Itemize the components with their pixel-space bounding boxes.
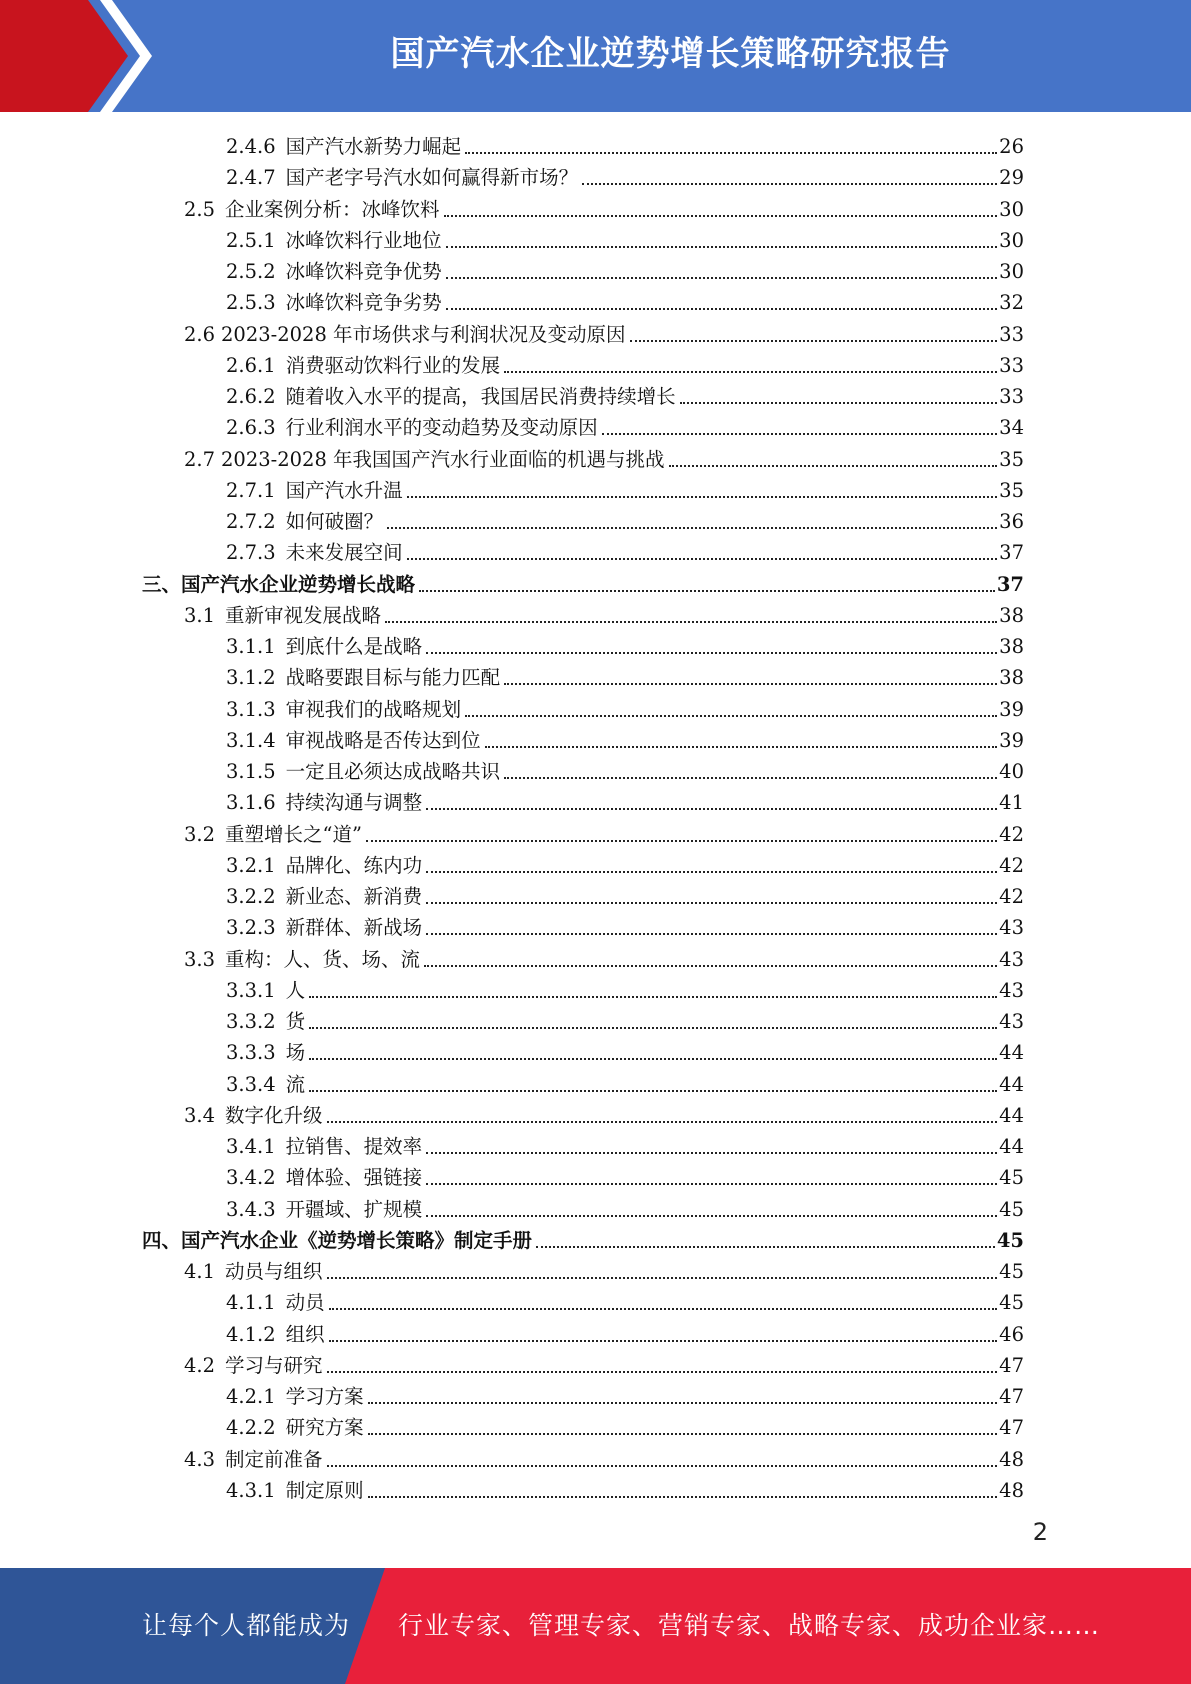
toc-entry[interactable] bbox=[184, 1441, 1024, 1472]
page-header bbox=[0, 0, 1191, 112]
toc-dot-leader bbox=[426, 1152, 997, 1154]
toc-entry-title: 持续沟通与调整 bbox=[285, 791, 423, 815]
toc-entry-page: 47 bbox=[999, 1416, 1024, 1440]
toc-entry-page: 45 bbox=[999, 1197, 1024, 1221]
toc-entry-page: 29 bbox=[999, 166, 1024, 190]
toc-entry[interactable] bbox=[226, 503, 1024, 534]
toc-entry-number: 3.4.3 bbox=[226, 1197, 276, 1221]
toc-entry[interactable] bbox=[226, 628, 1024, 659]
toc-entry-page: 39 bbox=[999, 697, 1024, 721]
toc-entry-number: 4.1.2 bbox=[226, 1322, 276, 1346]
toc-entry-page: 34 bbox=[999, 416, 1024, 440]
toc-entry-page: 26 bbox=[999, 135, 1024, 158]
toc-entry-title: 2023-2028 年市场供求与利润状况及变动原因 bbox=[221, 322, 626, 346]
toc-entry[interactable] bbox=[226, 1409, 1024, 1440]
toc-dot-leader bbox=[680, 402, 998, 404]
toc-dot-leader bbox=[446, 246, 998, 248]
toc-entry-title: 国产汽水升温 bbox=[285, 478, 403, 502]
toc-entry[interactable] bbox=[226, 222, 1024, 253]
toc-entry-title: 冰峰饮料行业地位 bbox=[285, 228, 442, 252]
toc-entry[interactable] bbox=[226, 1066, 1024, 1097]
toc-entry-number: 3.2 bbox=[184, 822, 216, 846]
toc-entry-number: 2.7.3 bbox=[226, 541, 276, 565]
toc-dot-leader bbox=[329, 1340, 998, 1342]
toc-dot-leader bbox=[465, 152, 997, 154]
toc-entry-number: 2.5.2 bbox=[226, 260, 276, 283]
toc-entry-number: 3.2.3 bbox=[226, 916, 276, 940]
toc-entry-page: 47 bbox=[999, 1353, 1024, 1377]
toc-entry-number: 2.5.3 bbox=[226, 291, 276, 315]
toc-entry-title: 国产老字号汽水如何赢得新市场？ bbox=[285, 166, 579, 190]
toc-entry[interactable] bbox=[184, 1347, 1024, 1378]
toc-entry-title: 四、国产汽水企业《逆势增长策略》制定手册 bbox=[142, 1228, 533, 1252]
toc-entry-number: 3.1.5 bbox=[226, 760, 276, 783]
toc-entry-page: 43 bbox=[999, 947, 1024, 971]
toc-entry-number: 2.4.6 bbox=[226, 135, 276, 158]
toc-entry-page: 42 bbox=[999, 853, 1024, 877]
toc-entry[interactable] bbox=[226, 159, 1024, 190]
toc-entry-number: 4.2.2 bbox=[226, 1416, 276, 1440]
toc-dot-leader bbox=[582, 183, 997, 185]
toc-entry-title: 拉销售、提效率 bbox=[285, 1135, 423, 1158]
toc-entry-page: 38 bbox=[999, 666, 1024, 690]
toc-entry-page: 39 bbox=[999, 728, 1024, 752]
toc-entry-number: 2.6.2 bbox=[226, 385, 276, 408]
toc-entry-page: 33 bbox=[999, 322, 1024, 346]
toc-entry-number: 3.2.2 bbox=[226, 885, 276, 908]
toc-entry-title: 研究方案 bbox=[285, 1416, 364, 1440]
toc-entry[interactable] bbox=[226, 284, 1024, 315]
toc-dot-leader bbox=[669, 465, 998, 467]
toc-entry-page: 43 bbox=[999, 916, 1024, 940]
toc-entry-title: 行业利润水平的变动趋势及变动原因 bbox=[285, 416, 598, 440]
toc-dot-leader bbox=[368, 1496, 998, 1498]
toc-entry-number: 4.1.1 bbox=[226, 1291, 276, 1315]
toc-entry-page: 38 bbox=[999, 603, 1024, 627]
toc-entry-number: 2.5.1 bbox=[226, 228, 276, 252]
toc-entry-title: 未来发展空间 bbox=[285, 541, 403, 565]
toc-entry-page: 30 bbox=[999, 228, 1024, 252]
toc-entry-number: 2.6.3 bbox=[226, 416, 276, 440]
toc-dot-leader bbox=[368, 1433, 998, 1435]
toc-entry-title: 三、国产汽水企业逆势增长战略 bbox=[142, 572, 416, 596]
toc-dot-leader bbox=[424, 965, 997, 967]
toc-dot-leader bbox=[385, 621, 997, 623]
toc-entry[interactable] bbox=[226, 784, 1024, 815]
toc-entry[interactable] bbox=[226, 972, 1024, 1003]
toc-entry-number: 3.1.4 bbox=[226, 728, 276, 752]
toc-entry-number: 4.2 bbox=[184, 1353, 216, 1377]
toc-entry[interactable] bbox=[226, 128, 1024, 159]
toc-entry-title: 制定前准备 bbox=[225, 1447, 323, 1471]
toc-entry[interactable] bbox=[184, 316, 1024, 347]
report-title: 国产汽水企业逆势增长策略研究报告 bbox=[390, 34, 951, 74]
toc-entry[interactable] bbox=[226, 1003, 1024, 1034]
toc-entry-title: 增体验、强链接 bbox=[285, 1166, 423, 1190]
toc-entry-title: 组织 bbox=[285, 1322, 325, 1346]
toc-dot-leader bbox=[327, 1121, 998, 1123]
toc-dot-leader bbox=[426, 871, 997, 873]
toc-dot-leader bbox=[504, 777, 997, 779]
toc-entry[interactable] bbox=[184, 816, 1024, 847]
toc-entry-title: 冰峰饮料竞争劣势 bbox=[285, 291, 442, 315]
toc-dot-leader bbox=[485, 746, 998, 748]
toc-dot-leader bbox=[309, 1090, 997, 1092]
toc-entry[interactable] bbox=[226, 909, 1024, 940]
toc-entry[interactable] bbox=[184, 1097, 1024, 1128]
toc-entry-number: 3.3 bbox=[184, 947, 216, 971]
toc-dot-leader bbox=[426, 652, 997, 654]
toc-entry-page: 48 bbox=[999, 1447, 1024, 1471]
toc-dot-leader bbox=[419, 590, 995, 592]
toc-entry-page: 45 bbox=[999, 1166, 1024, 1190]
toc-entry-title: 随着收入水平的提高，我国居民消费持续增长 bbox=[285, 385, 676, 408]
toc-entry[interactable] bbox=[142, 1222, 1024, 1253]
toc-dot-leader bbox=[536, 1246, 995, 1248]
toc-entry[interactable] bbox=[184, 941, 1024, 972]
header-arrow-red bbox=[0, 0, 128, 112]
toc-entry-number: 4.3 bbox=[184, 1447, 216, 1471]
toc-dot-leader bbox=[327, 1277, 998, 1279]
toc-entry-page: 44 bbox=[999, 1135, 1024, 1158]
toc-dot-leader bbox=[446, 308, 998, 310]
page-footer bbox=[0, 1568, 1191, 1684]
toc-entry[interactable] bbox=[226, 253, 1024, 284]
toc-entry-number: 2.7.2 bbox=[226, 510, 276, 533]
toc-dot-leader bbox=[602, 433, 998, 435]
toc-dot-leader bbox=[426, 1183, 997, 1185]
toc-dot-leader bbox=[366, 840, 997, 842]
footer-slogan-right: 行业专家、管理专家、营销专家、战略专家、成功企业家…… bbox=[398, 1611, 1101, 1640]
toc-entry-title: 战略要跟目标与能力匹配 bbox=[285, 666, 501, 690]
toc-dot-leader bbox=[309, 996, 997, 998]
toc-entry[interactable] bbox=[226, 1191, 1024, 1222]
toc-entry-page: 36 bbox=[999, 510, 1024, 533]
toc-entry-title: 新业态、新消费 bbox=[285, 885, 423, 908]
toc-entry-page: 45 bbox=[999, 1291, 1024, 1315]
toc-entry-title: 货 bbox=[285, 1010, 306, 1033]
toc-entry[interactable] bbox=[184, 1253, 1024, 1284]
toc-dot-leader bbox=[426, 902, 997, 904]
toc-entry-page: 30 bbox=[999, 197, 1024, 221]
toc-entry[interactable] bbox=[184, 191, 1024, 222]
toc-entry-title: 人 bbox=[285, 978, 306, 1002]
toc-dot-leader bbox=[630, 340, 998, 342]
toc-entry-number: 2.7 bbox=[184, 447, 216, 471]
toc-entry-number: 3.1.2 bbox=[226, 666, 276, 690]
toc-entry-number: 3.4.1 bbox=[226, 1135, 276, 1158]
toc-entry-number: 3.3.4 bbox=[226, 1072, 276, 1096]
toc-dot-leader bbox=[327, 1465, 998, 1467]
toc-entry-title: 动员 bbox=[285, 1291, 325, 1315]
toc-entry-number: 4.1 bbox=[184, 1260, 216, 1283]
toc-entry[interactable] bbox=[226, 409, 1024, 440]
toc-entry-page: 40 bbox=[999, 760, 1024, 783]
toc-entry-number: 2.5 bbox=[184, 197, 216, 221]
toc-entry[interactable] bbox=[226, 1472, 1024, 1503]
toc-dot-leader bbox=[329, 1308, 998, 1310]
toc-entry-page: 33 bbox=[999, 385, 1024, 408]
toc-entry-title: 一定且必须达成战略共识 bbox=[285, 760, 501, 783]
toc-entry-title: 2023-2028 年我国国产汽水行业面临的机遇与挑战 bbox=[221, 447, 665, 471]
toc-entry-number: 2.7.1 bbox=[226, 478, 276, 502]
toc-entry[interactable] bbox=[226, 1159, 1024, 1190]
toc-entry-number: 3.3.2 bbox=[226, 1010, 276, 1033]
toc-entry[interactable] bbox=[226, 1316, 1024, 1347]
toc-entry[interactable] bbox=[226, 753, 1024, 784]
toc-entry-title: 学习与研究 bbox=[225, 1353, 323, 1377]
toc-entry-title: 新群体、新战场 bbox=[285, 916, 423, 940]
toc-entry[interactable] bbox=[226, 1128, 1024, 1159]
toc-entry-number: 3.4 bbox=[184, 1103, 216, 1127]
toc-entry-title: 流 bbox=[285, 1072, 306, 1096]
toc-entry-page: 45 bbox=[999, 1260, 1024, 1283]
toc-entry[interactable] bbox=[226, 1284, 1024, 1315]
toc-dot-leader bbox=[426, 808, 997, 810]
toc-entry-page: 48 bbox=[999, 1478, 1024, 1502]
toc-entry[interactable] bbox=[226, 691, 1024, 722]
toc-entry-page: 42 bbox=[999, 822, 1024, 846]
toc-entry-number: 2.6.1 bbox=[226, 353, 276, 377]
toc-entry-page: 32 bbox=[999, 291, 1024, 315]
toc-entry-title: 开疆域、扩规模 bbox=[285, 1197, 423, 1221]
toc-entry-number: 3.1.1 bbox=[226, 635, 276, 658]
toc-entry-number: 3.1.3 bbox=[226, 697, 276, 721]
toc-entry-page: 44 bbox=[999, 1072, 1024, 1096]
toc-entry-title: 重新审视发展战略 bbox=[225, 603, 382, 627]
toc-entry-page: 44 bbox=[999, 1041, 1024, 1065]
toc-dot-leader bbox=[309, 1058, 997, 1060]
header-arrow-decoration bbox=[0, 0, 160, 112]
toc-dot-leader bbox=[407, 496, 998, 498]
toc-entry-number: 2.4.7 bbox=[226, 166, 276, 190]
toc-entry-page: 38 bbox=[999, 635, 1024, 658]
toc-entry-page: 43 bbox=[999, 1010, 1024, 1033]
toc-entry-page: 41 bbox=[999, 791, 1024, 815]
page-number: 2 bbox=[1032, 1518, 1048, 1546]
toc-entry[interactable] bbox=[226, 347, 1024, 378]
toc-entry-page: 43 bbox=[999, 978, 1024, 1002]
toc-entry-title: 企业案例分析：冰峰饮料 bbox=[225, 197, 440, 221]
toc-entry-page: 35 bbox=[999, 447, 1024, 471]
toc-entry-number: 3.3.3 bbox=[226, 1041, 276, 1065]
toc-entry[interactable] bbox=[226, 1378, 1024, 1409]
toc-entry[interactable] bbox=[226, 378, 1024, 409]
toc-entry-page: 35 bbox=[999, 478, 1024, 502]
toc-entry-page: 44 bbox=[999, 1103, 1024, 1127]
toc-entry[interactable] bbox=[226, 534, 1024, 565]
toc-entry-page: 46 bbox=[999, 1322, 1024, 1346]
toc-dot-leader bbox=[327, 1371, 998, 1373]
toc-entry[interactable] bbox=[226, 1034, 1024, 1065]
toc-entry-number: 2.6 bbox=[184, 322, 216, 346]
toc-entry-number: 4.2.1 bbox=[226, 1385, 276, 1408]
toc-entry[interactable] bbox=[226, 472, 1024, 503]
toc-entry-title: 学习方案 bbox=[285, 1385, 364, 1408]
toc-entry-page: 47 bbox=[999, 1385, 1024, 1408]
toc-dot-leader bbox=[504, 371, 997, 373]
toc-dot-leader bbox=[407, 558, 998, 560]
toc-entry-number: 3.1.6 bbox=[226, 791, 276, 815]
toc-entry-number: 3.4.2 bbox=[226, 1166, 276, 1190]
toc-dot-leader bbox=[368, 1402, 998, 1404]
toc-entry-title: 场 bbox=[285, 1041, 306, 1065]
toc-entry-number: 3.2.1 bbox=[226, 853, 276, 877]
toc-entry-title: 品牌化、练内功 bbox=[285, 853, 423, 877]
toc-entry-page: 45 bbox=[996, 1228, 1024, 1252]
toc-entry-title: 审视我们的战略规划 bbox=[285, 697, 462, 721]
toc-entry-title: 国产汽水新势力崛起 bbox=[285, 135, 462, 158]
toc-entry-number: 3.1 bbox=[184, 603, 216, 627]
toc-entry[interactable] bbox=[142, 566, 1024, 597]
toc-entry-title: 如何破圈？ bbox=[285, 510, 384, 533]
toc-entry-title: 消费驱动饮料行业的发展 bbox=[285, 353, 501, 377]
toc-dot-leader bbox=[444, 215, 998, 217]
toc-entry-title: 审视战略是否传达到位 bbox=[285, 728, 481, 752]
toc-entry[interactable] bbox=[226, 659, 1024, 690]
toc-dot-leader bbox=[426, 1215, 997, 1217]
toc-entry-page: 37 bbox=[999, 541, 1024, 565]
toc-entry-page: 30 bbox=[999, 260, 1024, 283]
toc-entry[interactable] bbox=[226, 878, 1024, 909]
footer-slogan-left: 让每个人都能成为 bbox=[142, 1611, 351, 1640]
toc-dot-leader bbox=[465, 715, 997, 717]
toc-entry-page: 33 bbox=[999, 353, 1024, 377]
toc-entry-page: 42 bbox=[999, 885, 1024, 908]
toc-dot-leader bbox=[309, 1027, 997, 1029]
toc-entry-title: 重构：人、货、场、流 bbox=[225, 947, 421, 971]
toc-entry-title: 动员与组织 bbox=[225, 1260, 323, 1283]
toc-entry[interactable] bbox=[226, 722, 1024, 753]
toc-dot-leader bbox=[387, 527, 997, 529]
toc-entry-title: 到底什么是战略 bbox=[285, 635, 423, 658]
toc-dot-leader bbox=[426, 933, 997, 935]
toc-entry-title: 冰峰饮料竞争优势 bbox=[285, 260, 442, 283]
toc-dot-leader bbox=[446, 277, 998, 279]
toc-entry[interactable] bbox=[226, 847, 1024, 878]
toc-entry[interactable] bbox=[184, 441, 1024, 472]
toc-entry-title: 数字化升级 bbox=[225, 1103, 323, 1127]
toc-entry-number: 4.3.1 bbox=[226, 1478, 276, 1502]
toc-dot-leader bbox=[504, 683, 997, 685]
toc-entry-title: 制定原则 bbox=[285, 1478, 364, 1502]
toc-entry-title: 重塑增长之“道” bbox=[225, 822, 362, 846]
toc-entry-number: 3.3.1 bbox=[226, 978, 276, 1002]
toc-entry[interactable] bbox=[184, 597, 1024, 628]
toc-entry-page: 37 bbox=[996, 572, 1024, 596]
